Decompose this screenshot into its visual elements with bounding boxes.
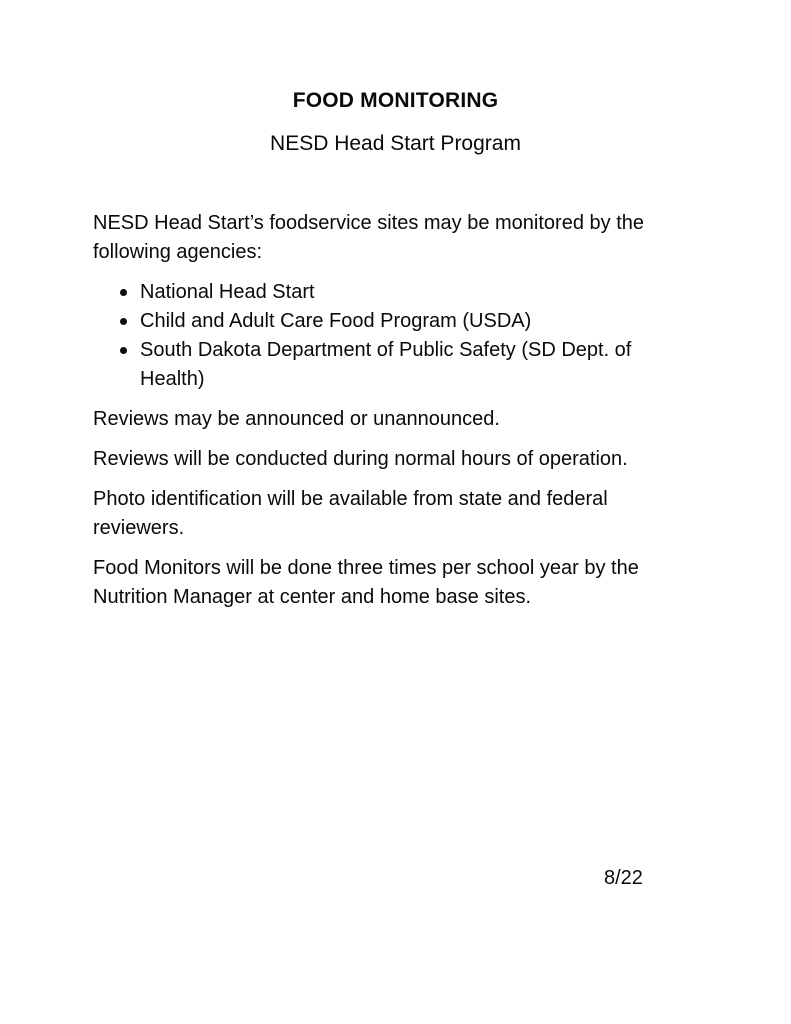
body-paragraph: Food Monitors will be done three times per school year by the Nutrition Manager at center and home base sites. xyxy=(93,557,639,608)
document-subtitle: NESD Head Start Program xyxy=(270,132,521,155)
list-item: National Head Start xyxy=(93,278,667,307)
list-item: South Dakota Department of Public Safety (SD Dept. of Health) xyxy=(93,336,667,394)
document-title: FOOD MONITORING xyxy=(292,89,499,112)
list-item: Child and Adult Care Food Program (USDA) xyxy=(93,307,667,336)
body-paragraph: Photo identification will be available from state and federal reviewers. xyxy=(93,488,608,539)
body-paragraph: Reviews will be conducted during normal hours of operation. xyxy=(93,448,628,470)
intro-paragraph: NESD Head Start’s foodservice sites may be monitored by the following agencies: xyxy=(93,212,644,263)
body-paragraph: Reviews may be announced or unannounced. xyxy=(93,408,500,430)
agency-list xyxy=(93,278,667,394)
document-body xyxy=(93,209,667,623)
page-number: 8/22 xyxy=(604,867,643,889)
